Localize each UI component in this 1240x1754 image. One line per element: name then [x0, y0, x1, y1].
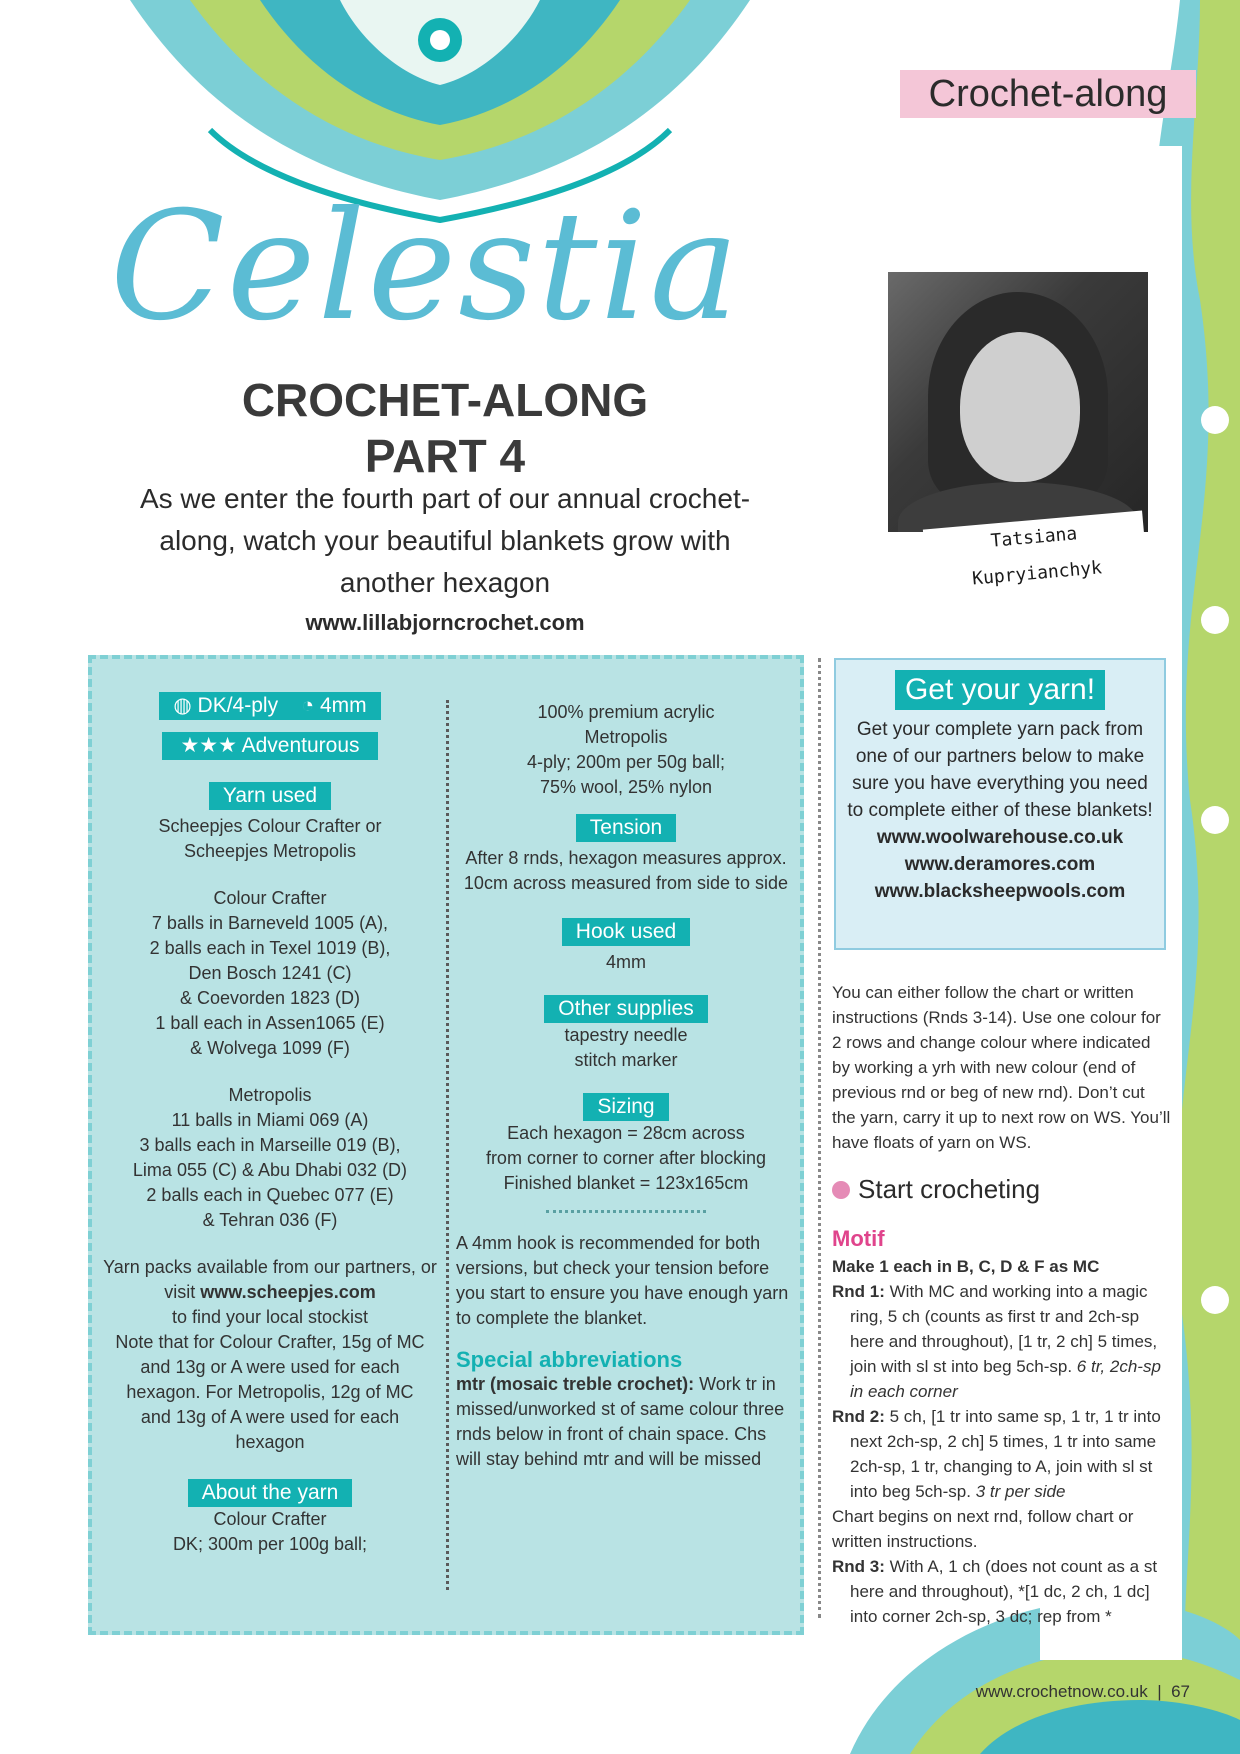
- rnd-2-text: 5 ch, [1 tr into same sp, 1 tr, 1 tr into next 2ch-sp, 2 ch] 5 times, 1 tr into same 2ch-sp, 1 tr, changing to A, join with sl st into beg 5ch-sp.: [850, 1407, 1161, 1501]
- rnd-2: [832, 1404, 1172, 1504]
- metro-line-3: Lima 055 (C) & Abu Dhabi 032 (D): [132, 1160, 408, 1180]
- rnd-2-note: 3 tr per side: [975, 1482, 1066, 1501]
- yarn-ball-icon: [832, 1181, 850, 1199]
- start-heading-text: Start crocheting: [858, 1174, 1041, 1204]
- get-your-yarn-title: Get your yarn!: [895, 670, 1105, 710]
- hook-icon: ◔: [301, 694, 315, 717]
- sizing-tag: Sizing: [583, 1093, 668, 1121]
- about-cc-desc: DK; 300m per 100g ball;: [172, 1534, 368, 1554]
- right-column-divider: [818, 658, 821, 1618]
- page-number: 67: [1171, 1682, 1190, 1701]
- metropolis-title: Metropolis: [228, 1085, 312, 1105]
- get-your-yarn-box: [834, 658, 1166, 950]
- metro-line-4: 2 balls each in Quebec 077 (E): [146, 1185, 394, 1205]
- start-crocheting-heading: [832, 1174, 1172, 1205]
- metro-line-1: 11 balls in Miami 069 (A): [171, 1110, 369, 1130]
- hook-used-text: 4mm: [606, 952, 646, 972]
- motif-subtitle: Make 1 each in B, C, D & F as MC: [832, 1257, 1100, 1276]
- sizing-line-3: Finished blanket = 123x165cm: [503, 1173, 749, 1193]
- headline-line-1: CROCHET-ALONG: [241, 374, 649, 426]
- supply-1: tapestry needle: [564, 1025, 688, 1045]
- mtr-description: Work tr in missed/unworked st of same colour three rnds below in front of chain space. Chs will stay behind mtr and will be missed: [456, 1374, 785, 1469]
- cc-line-4: & Coevorden 1823 (D): [179, 988, 361, 1008]
- scheepjes-link[interactable]: www.scheepjes.com: [200, 1282, 376, 1302]
- about-metro-title: Metropolis: [584, 727, 668, 747]
- portrait-caption: Tatsiana Kupryianchyk: [923, 510, 1145, 565]
- other-supplies-tag: Other supplies: [544, 995, 707, 1023]
- headline: [150, 372, 740, 484]
- rnd-3-label: Rnd 3:: [832, 1557, 885, 1576]
- weight-tag: [159, 692, 380, 720]
- supply-2: stitch marker: [574, 1050, 678, 1070]
- motif-heading: Motif: [832, 1226, 885, 1251]
- yarn-used-tag: Yarn used: [209, 782, 331, 810]
- weight-label: DK/4-ply: [197, 694, 279, 717]
- colour-crafter-title: Colour Crafter: [213, 888, 327, 908]
- rnd-2-label: Rnd 2:: [832, 1407, 885, 1426]
- section-tag: Crochet-along: [900, 70, 1196, 118]
- hook-used-tag: Hook used: [562, 918, 690, 946]
- cc-line-2: 2 balls each in Texel 1019 (B),: [149, 938, 391, 958]
- footer-site[interactable]: www.crochetnow.co.uk: [975, 1682, 1148, 1701]
- chart-note: Chart begins on next rnd, follow chart or written instructions.: [832, 1507, 1134, 1551]
- rnd-1-text: With MC and working into a magic ring, 5 ch (counts as first tr and 2ch-sp here and throughout), [1 tr, 2 ch] 5 times, join with sl st into beg 5ch-sp.: [850, 1282, 1158, 1376]
- about-cc-title: Colour Crafter: [213, 1509, 327, 1529]
- hook-tag-label: 4mm: [319, 694, 367, 717]
- rnd-3-text: With A, 1 ch (does not count as a st here and throughout), *[1 dc, 2 ch, 1 dc] into corner 2ch-sp, 3 dc; rep from *: [850, 1557, 1158, 1626]
- designer-website: www.lillabjorncrochet.com: [305, 610, 585, 635]
- rnd-1-label: Rnd 1:: [832, 1282, 885, 1301]
- woolwarehouse-link[interactable]: www.woolwarehouse.co.uk: [876, 827, 1124, 848]
- metro-line-2: 3 balls each in Marseille 019 (B),: [139, 1135, 401, 1155]
- cc-line-6: & Wolvega 1099 (F): [190, 1038, 350, 1058]
- portrait-face: [960, 332, 1080, 482]
- tension-text: After 8 rnds, hexagon measures approx. 10cm across measured from side to side: [463, 848, 789, 893]
- blacksheepwools-link[interactable]: www.blacksheepwools.com: [874, 881, 1126, 902]
- title-script: Celestia: [110, 180, 741, 354]
- special-abbreviation: [456, 1372, 796, 1472]
- intro-text: You can either follow the chart or written instructions (Rnds 3-14). Use one colour for 2 rows and change colour where indicated by working a yrh with new colour (end of previous rnd or beg of new rnd). Don’t cut the yarn, carry it up to next row on WS. You’ll have floats of yarn on WS.: [832, 983, 1171, 1152]
- packs-pre: Yarn packs available from our partners, or visit: [103, 1257, 437, 1302]
- column-divider: [446, 700, 449, 1590]
- about-metro-desc-2: 75% wool, 25% nylon: [539, 777, 713, 797]
- cc-line-3: Den Bosch 1241 (C): [188, 963, 352, 983]
- headline-line-2: PART 4: [364, 430, 526, 482]
- rnd-1-note: 6 tr, 2ch-sp in each corner: [850, 1357, 1161, 1401]
- sizing-line-2: from corner to corner after blocking: [485, 1148, 767, 1168]
- yarn-used-text: Scheepjes Colour Crafter or Scheepjes Metropolis: [158, 816, 382, 861]
- cc-line-1: 7 balls in Barneveld 1005 (A),: [151, 913, 389, 933]
- info-column-left: [100, 692, 440, 1557]
- rnd-1: [832, 1279, 1172, 1404]
- metro-line-5: & Tehran 036 (F): [202, 1210, 338, 1230]
- deramores-link[interactable]: www.deramores.com: [904, 854, 1096, 875]
- get-your-yarn-body: Get your complete yarn pack from one of our partners below to make sure you have everything you need to complete either of these blankets!: [847, 719, 1153, 821]
- sizing-line-1: Each hexagon = 28cm across: [507, 1123, 745, 1143]
- rnd-3: [832, 1554, 1172, 1629]
- yarn-ball-icon: ◍: [173, 694, 192, 717]
- info-column-middle: [456, 700, 796, 1472]
- about-yarn-tag: About the yarn: [188, 1479, 353, 1507]
- hook-note: A 4mm hook is recommended for both versions, but check your tension before you start to ensure you have enough yarn to complete the blanket.: [456, 1233, 789, 1328]
- page-footer: www.crochetnow.co.uk | 67: [975, 1682, 1190, 1701]
- motif-instructions: [832, 1254, 1172, 1629]
- tension-tag: Tension: [576, 814, 676, 842]
- packs-post: to find your local stockist: [171, 1307, 369, 1327]
- designer-portrait: [888, 272, 1148, 532]
- dotted-separator: [546, 1210, 706, 1213]
- cc-line-5: 1 ball each in Assen1065 (E): [155, 1013, 385, 1033]
- yarn-packs-text: [100, 1255, 440, 1330]
- mtr-term: mtr (mosaic treble crochet):: [456, 1374, 695, 1394]
- about-cc-desc-2: 100% premium acrylic: [537, 702, 715, 722]
- standfirst: As we enter the fourth part of our annual crochet-along, watch your beautiful blankets grow with another hexagon: [139, 483, 751, 598]
- packs-note: Note that for Colour Crafter, 15g of MC and 13g or A were used for each hexagon. For Metropolis, 12g of MC and 13g of A were used for each hexagon: [115, 1332, 425, 1452]
- difficulty-tag: ★★★ Adventurous: [162, 732, 377, 760]
- about-metro-desc: 4-ply; 200m per 50g ball;: [526, 752, 726, 772]
- special-abbreviations-heading: Special abbreviations: [456, 1347, 683, 1372]
